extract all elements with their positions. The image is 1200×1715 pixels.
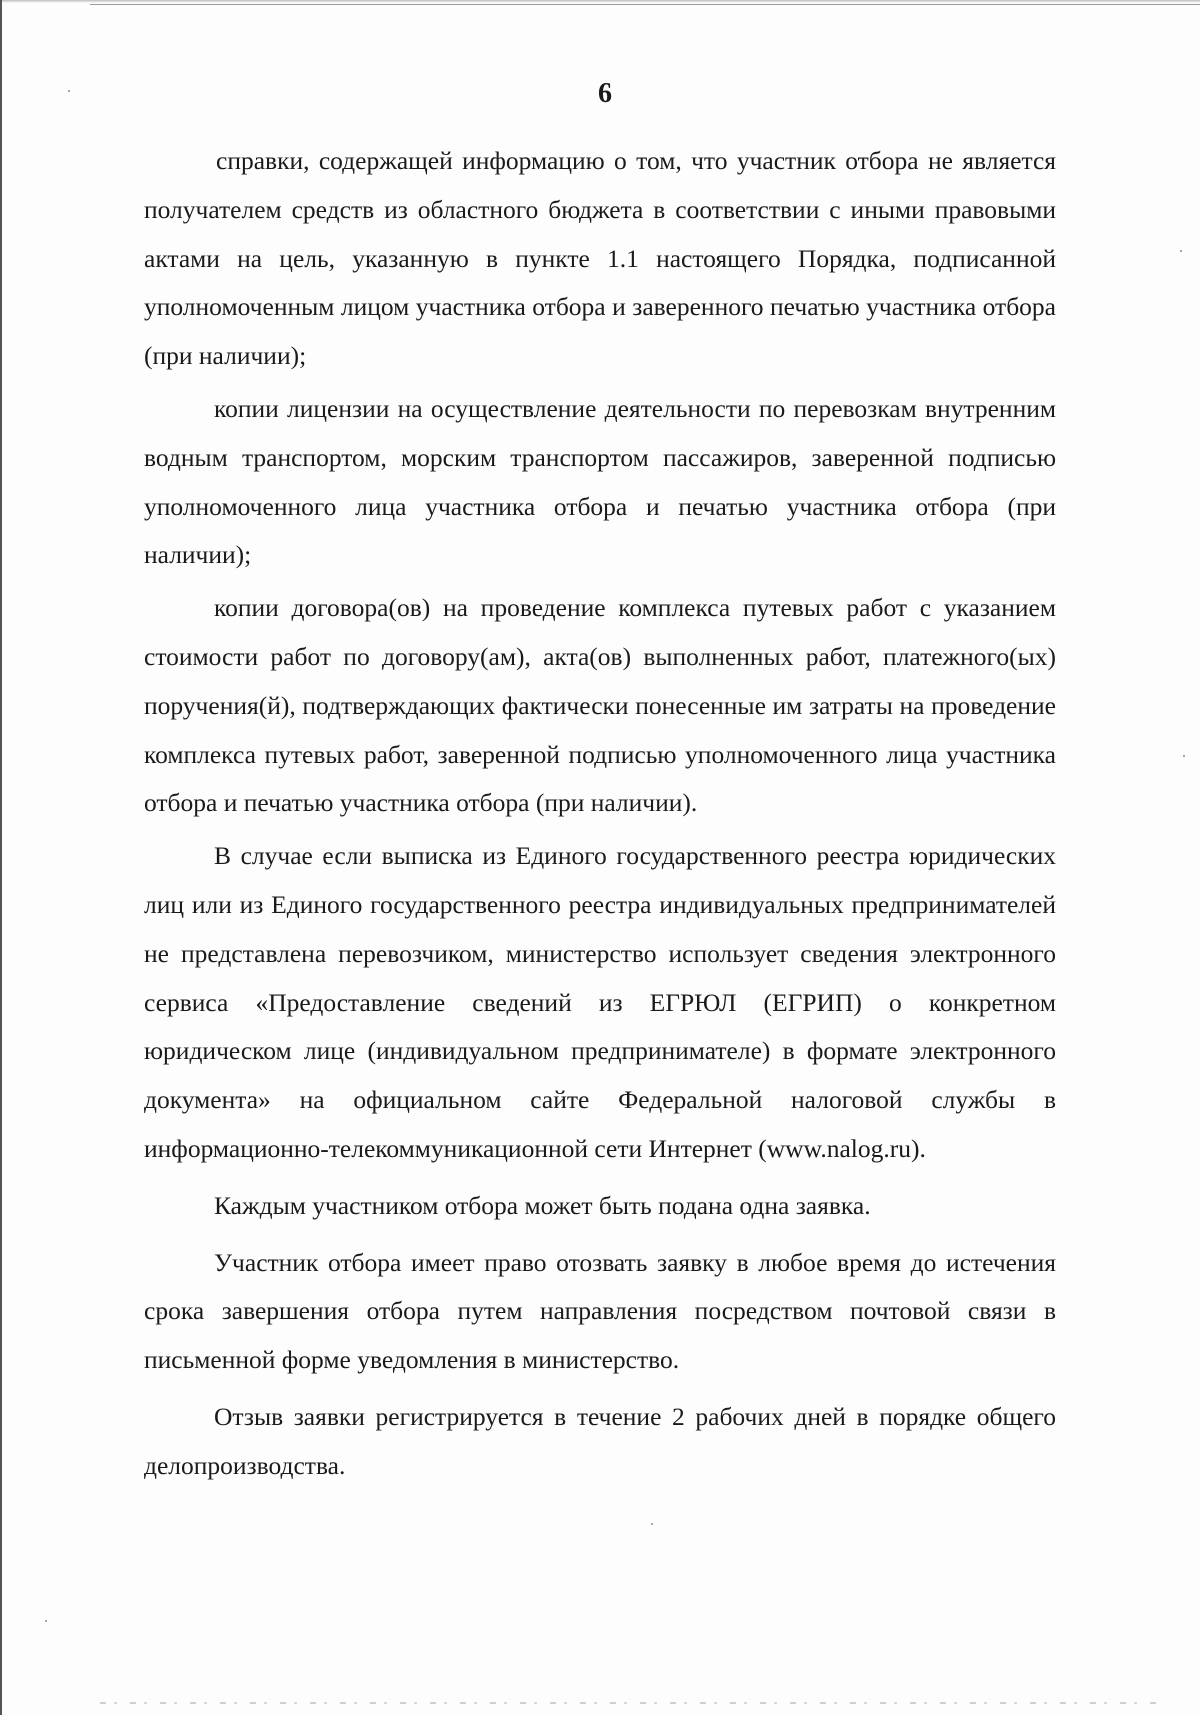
scan-top-line [90, 4, 1200, 5]
paragraph: копии лицензии на осуществление деятельности по перевозкам внутренним водным транспортом, морским транспортом пассажиров, заверенной подписью уполномоченного лица участника отбора и печатью участника отбора (при наличии); [144, 393, 1056, 570]
scan-bottom-edge [100, 1702, 1160, 1704]
paragraph: Отзыв заявки регистрируется в течение 2 рабочих дней в порядке общего делопроизводства. [144, 1401, 1056, 1480]
paragraph: Каждым участником отбора может быть подана одна заявка. [214, 1190, 871, 1220]
scan-speck [1183, 755, 1185, 757]
document-body [144, 137, 1056, 1491]
paragraph: В случае если выписка из Единого государственного реестра юридических лиц или из Единого государственного реестра индивидуальных предпринимателей не представлена перевозчиком, министерство использует сведения электронного сервиса «Предоставление сведений из ЕГРЮЛ (ЕГРИП) о конкретном юридическом лице (индивидуальном предпринимателе) в формате электронного документа» на официальном сайте Федеральной налоговой службы в информационно-телекоммуникационной сети Интернет (www.nalog.ru). [144, 841, 1056, 1163]
paragraph: копии договора(ов) на проведение комплекса путевых работ с указанием стоимости работ по договору(ам), акта(ов) выполненных работ, платежного(ых) поручения(й), подтверждающих фактически понесенные им затраты на проведение комплекса путевых работ, заверенной подписью уполномоченного лица участника отбора и печатью участника отбора (при наличии). [144, 593, 1056, 818]
scan-speck [45, 1620, 47, 1622]
page-number: 6 [598, 78, 612, 109]
paragraph: Участник отбора имеет право отозвать заявку в любое время до истечения срока завершения отбора путем направления посредством почтовой связи в письменной форме уведомления в министерство. [144, 1247, 1056, 1375]
scan-top-edge [0, 0, 1200, 3]
paragraph: справки, содержащей информацию о том, что участник отбора не является получателем средств из областного бюджета в соответствии с иными правовыми актами на цель, указанную в пункте 1.1 настоящего Порядка, подписанной уполномоченным лицом участника отбора и заверенного печатью участника отбора (при наличии); [144, 146, 1056, 371]
scan-speck [1180, 250, 1182, 252]
scan-left-edge [0, 0, 2, 1715]
scan-speck [651, 1523, 653, 1525]
